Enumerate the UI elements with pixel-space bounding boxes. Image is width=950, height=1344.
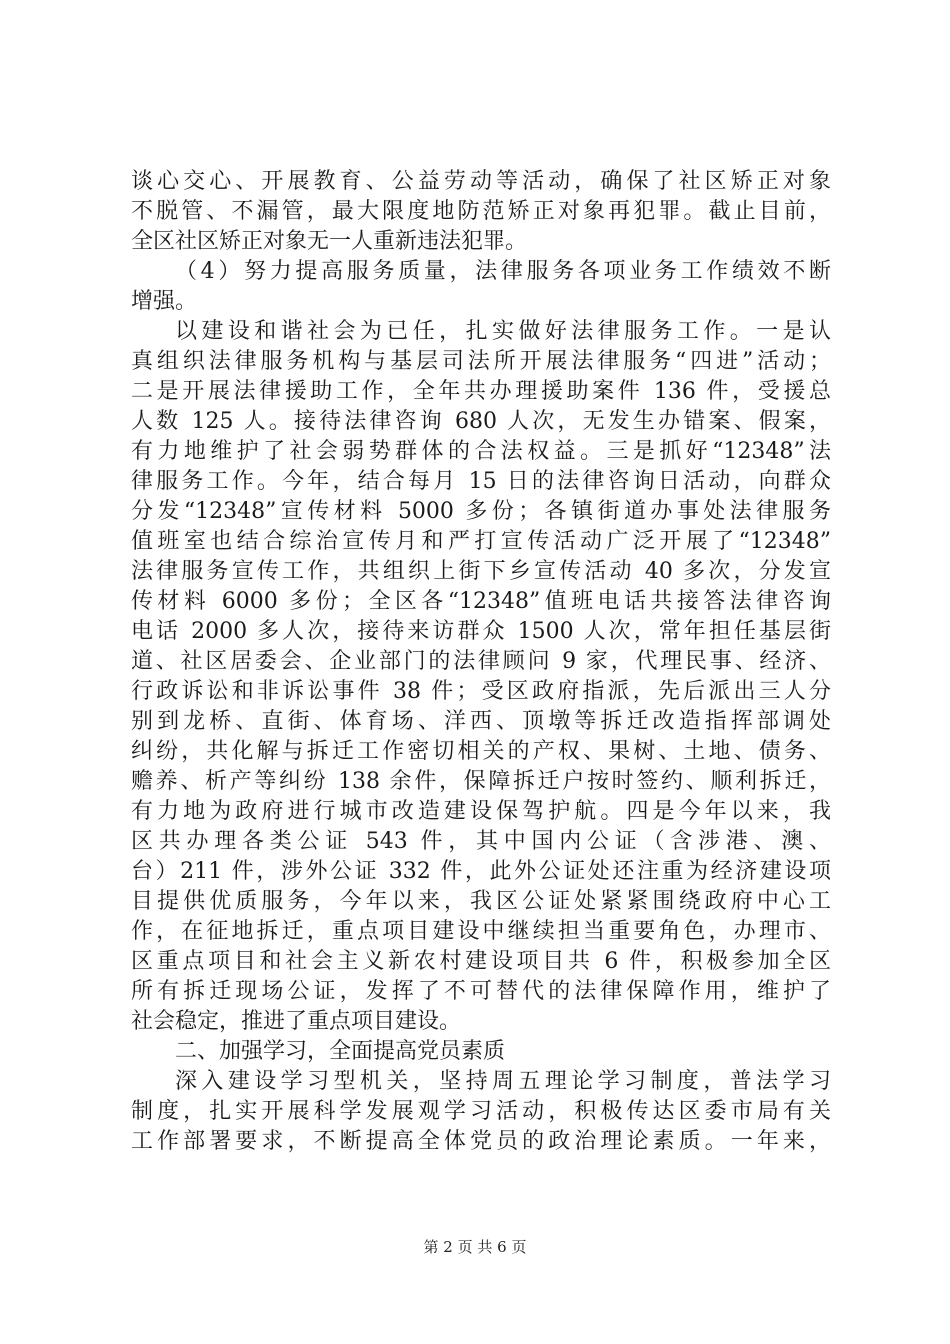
text-line: 台）211 件，涉外公证 332 件，此外公证处还注重为经济建设项 [131,859,831,884]
text-line: 目提供优质服务，今年以来，我区公证处紧紧围绕政府中心工 [131,889,831,914]
text-line: 行政诉讼和非诉讼事件 38 件；受区政府指派，先后派出三人分 [131,679,831,704]
text-line: 作，在征地拆迁，重点项目建设中继续担当重要角色，办理市、 [131,919,831,944]
text-line: 社会稳定，推进了重点项目建设。 [131,1009,462,1034]
text-line: 人数 125 人。接待法律咨询 680 人次，无发生办错案、假案， [131,409,831,434]
text-line: 全区社区矫正对象无一人重新违法犯罪。 [131,229,528,254]
section-heading-line: 二、加强学习，全面提高党员素质 [175,1039,506,1064]
text-line: 区共办理各类公证 543 件，其中国内公证（含涉港、澳、 [131,829,831,854]
text-line: 有力地为政府进行城市改造建设保驾护航。四是今年以来，我 [131,799,831,824]
text-line: 工作部署要求，不断提高全体党员的政治理论素质。一年来， [131,1129,831,1154]
text-line: 律服务工作。今年，结合每月 15 日的法律咨询日活动，向群众 [131,469,831,494]
text-line: 区重点项目和社会主义新农村建设项目共 6 件，积极参加全区 [131,949,831,974]
text-line: 别到龙桥、直街、体育场、洋西、顶墩等拆迁改造指挥部调处 [131,709,831,734]
text-line: 制度，扎实开展科学发展观学习活动，积极传达区委市局有关 [131,1099,831,1124]
text-line: 值班室也结合综治宣传月和严打宣传活动广泛开展了“12348” [131,529,831,554]
page-number-footer: 第 2 页 共 6 页 [423,1238,527,1256]
text-line: 真组织法律服务机构与基层司法所开展法律服务“四进”活动； [131,349,831,374]
text-line: 传材料 6000 多份；全区各“12348”值班电话共接答法律咨询 [131,589,831,614]
text-line: 道、社区居委会、企业部门的法律顾问 9 家，代理民事、经济、 [131,649,831,674]
text-line: 深入建设学习型机关，坚持周五理论学习制度，普法学习 [175,1069,831,1094]
text-line: 法律服务宣传工作，共组织上街下乡宣传活动 40 多次，分发宣 [131,559,831,584]
text-line: 谈心交心、开展教育、公益劳动等活动，确保了社区矫正对象 [131,169,831,194]
text-line: 纠纷，共化解与拆迁工作密切相关的产权、果树、土地、债务、 [131,739,831,764]
text-line: 电话 2000 多人次，接待来访群众 1500 人次，常年担任基层街 [131,619,831,644]
text-line: 不脱管、不漏管，最大限度地防范矫正对象再犯罪。截止目前， [131,199,831,224]
text-line: 所有拆迁现场公证，发挥了不可替代的法律保障作用，维护了 [131,979,831,1004]
text-line: 有力地维护了社会弱势群体的合法权益。三是抓好“12348”法 [131,439,831,464]
text-line: 以建设和谐社会为已任，扎实做好法律服务工作。一是认 [175,319,831,344]
body-text [131,167,831,1157]
section-heading-line: （4）努力提高服务质量，法律服务各项业务工作绩效不断 [175,259,831,284]
text-line: 赡养、析产等纠纷 138 余件，保障拆迁户按时签约、顺利拆迁， [131,769,831,794]
text-line: 分发“12348”宣传材料 5000 多份；各镇街道办事处法律服务 [131,499,831,524]
section-heading-line: 增强。 [131,289,198,314]
text-line: 二是开展法律援助工作，全年共办理援助案件 136 件，受援总 [131,379,831,404]
